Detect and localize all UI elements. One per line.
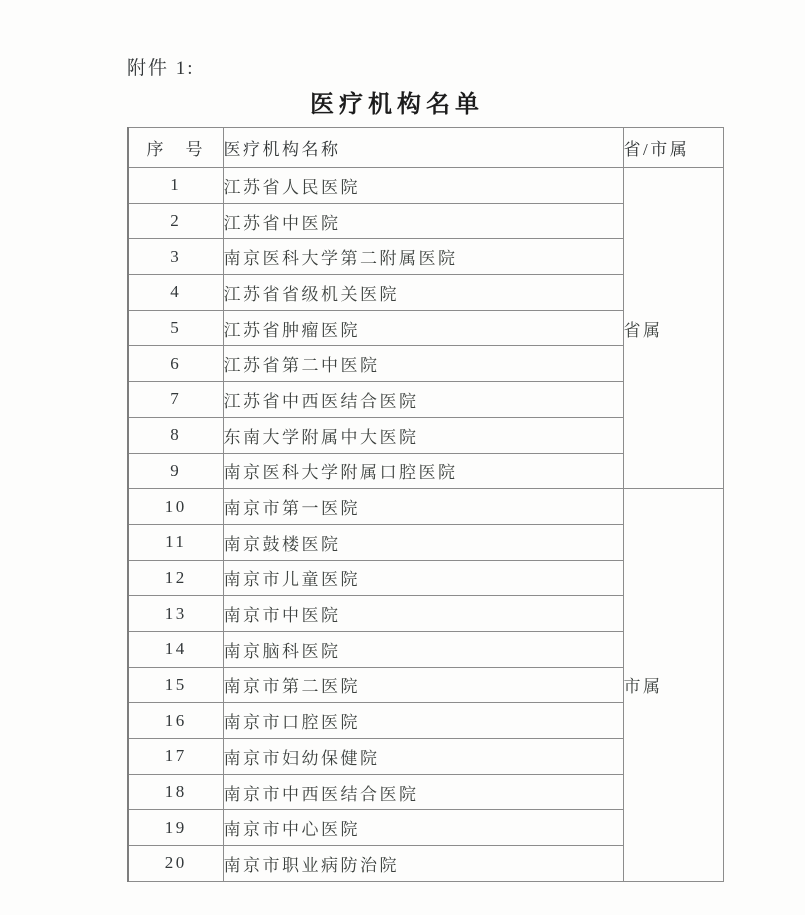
row-index: 2 [128,203,223,239]
row-index: 15 [128,667,223,703]
hospital-name: 江苏省省级机关医院 [223,275,623,311]
row-index: 18 [128,774,223,810]
row-index: 11 [128,524,223,560]
affiliation-municipal: 市属 [623,489,723,882]
affiliation-provincial: 省属 [623,168,723,489]
hospital-name: 南京市职业病防治院 [223,846,623,882]
hospital-name: 南京市妇幼保健院 [223,739,623,775]
hospital-name: 南京市儿童医院 [223,560,623,596]
row-index: 19 [128,810,223,846]
hospital-name: 江苏省第二中医院 [223,346,623,382]
header-name: 医疗机构名称 [223,128,623,168]
hospital-name: 南京市中西医结合医院 [223,774,623,810]
hospital-name: 南京医科大学附属口腔医院 [223,453,623,489]
row-index: 10 [128,489,223,525]
row-index: 13 [128,596,223,632]
row-index: 9 [128,453,223,489]
row-index: 16 [128,703,223,739]
row-index: 20 [128,846,223,882]
hospital-name: 南京市中心医院 [223,810,623,846]
hospital-name: 南京市中医院 [223,596,623,632]
row-index: 5 [128,310,223,346]
hospital-name: 江苏省中医院 [223,203,623,239]
hospital-name: 东南大学附属中大医院 [223,417,623,453]
attachment-label: 附件 1: [127,58,195,79]
header-affiliation: 省/市属 [623,128,723,168]
hospital-name: 南京脑科医院 [223,631,623,667]
row-index: 1 [128,168,223,204]
hospital-name: 南京鼓楼医院 [223,524,623,560]
table-header-row [128,128,723,168]
header-index: 序 号 [128,128,223,168]
table-row [128,489,723,525]
hospital-name: 南京市第一医院 [223,489,623,525]
hospital-name: 江苏省人民医院 [223,168,623,204]
hospital-name: 江苏省中西医结合医院 [223,382,623,418]
row-index: 4 [128,275,223,311]
row-index: 17 [128,739,223,775]
hospital-name: 南京医科大学第二附属医院 [223,239,623,275]
row-index: 14 [128,631,223,667]
row-index: 12 [128,560,223,596]
row-index: 3 [128,239,223,275]
hospital-name: 南京市口腔医院 [223,703,623,739]
page-title: 医疗机构名单 [310,92,484,118]
table-row [128,168,723,204]
row-index: 8 [128,417,223,453]
row-index: 6 [128,346,223,382]
hospital-table [127,127,724,882]
hospital-name: 江苏省肿瘤医院 [223,310,623,346]
row-index: 7 [128,382,223,418]
hospital-name: 南京市第二医院 [223,667,623,703]
title-wrap [127,88,722,122]
